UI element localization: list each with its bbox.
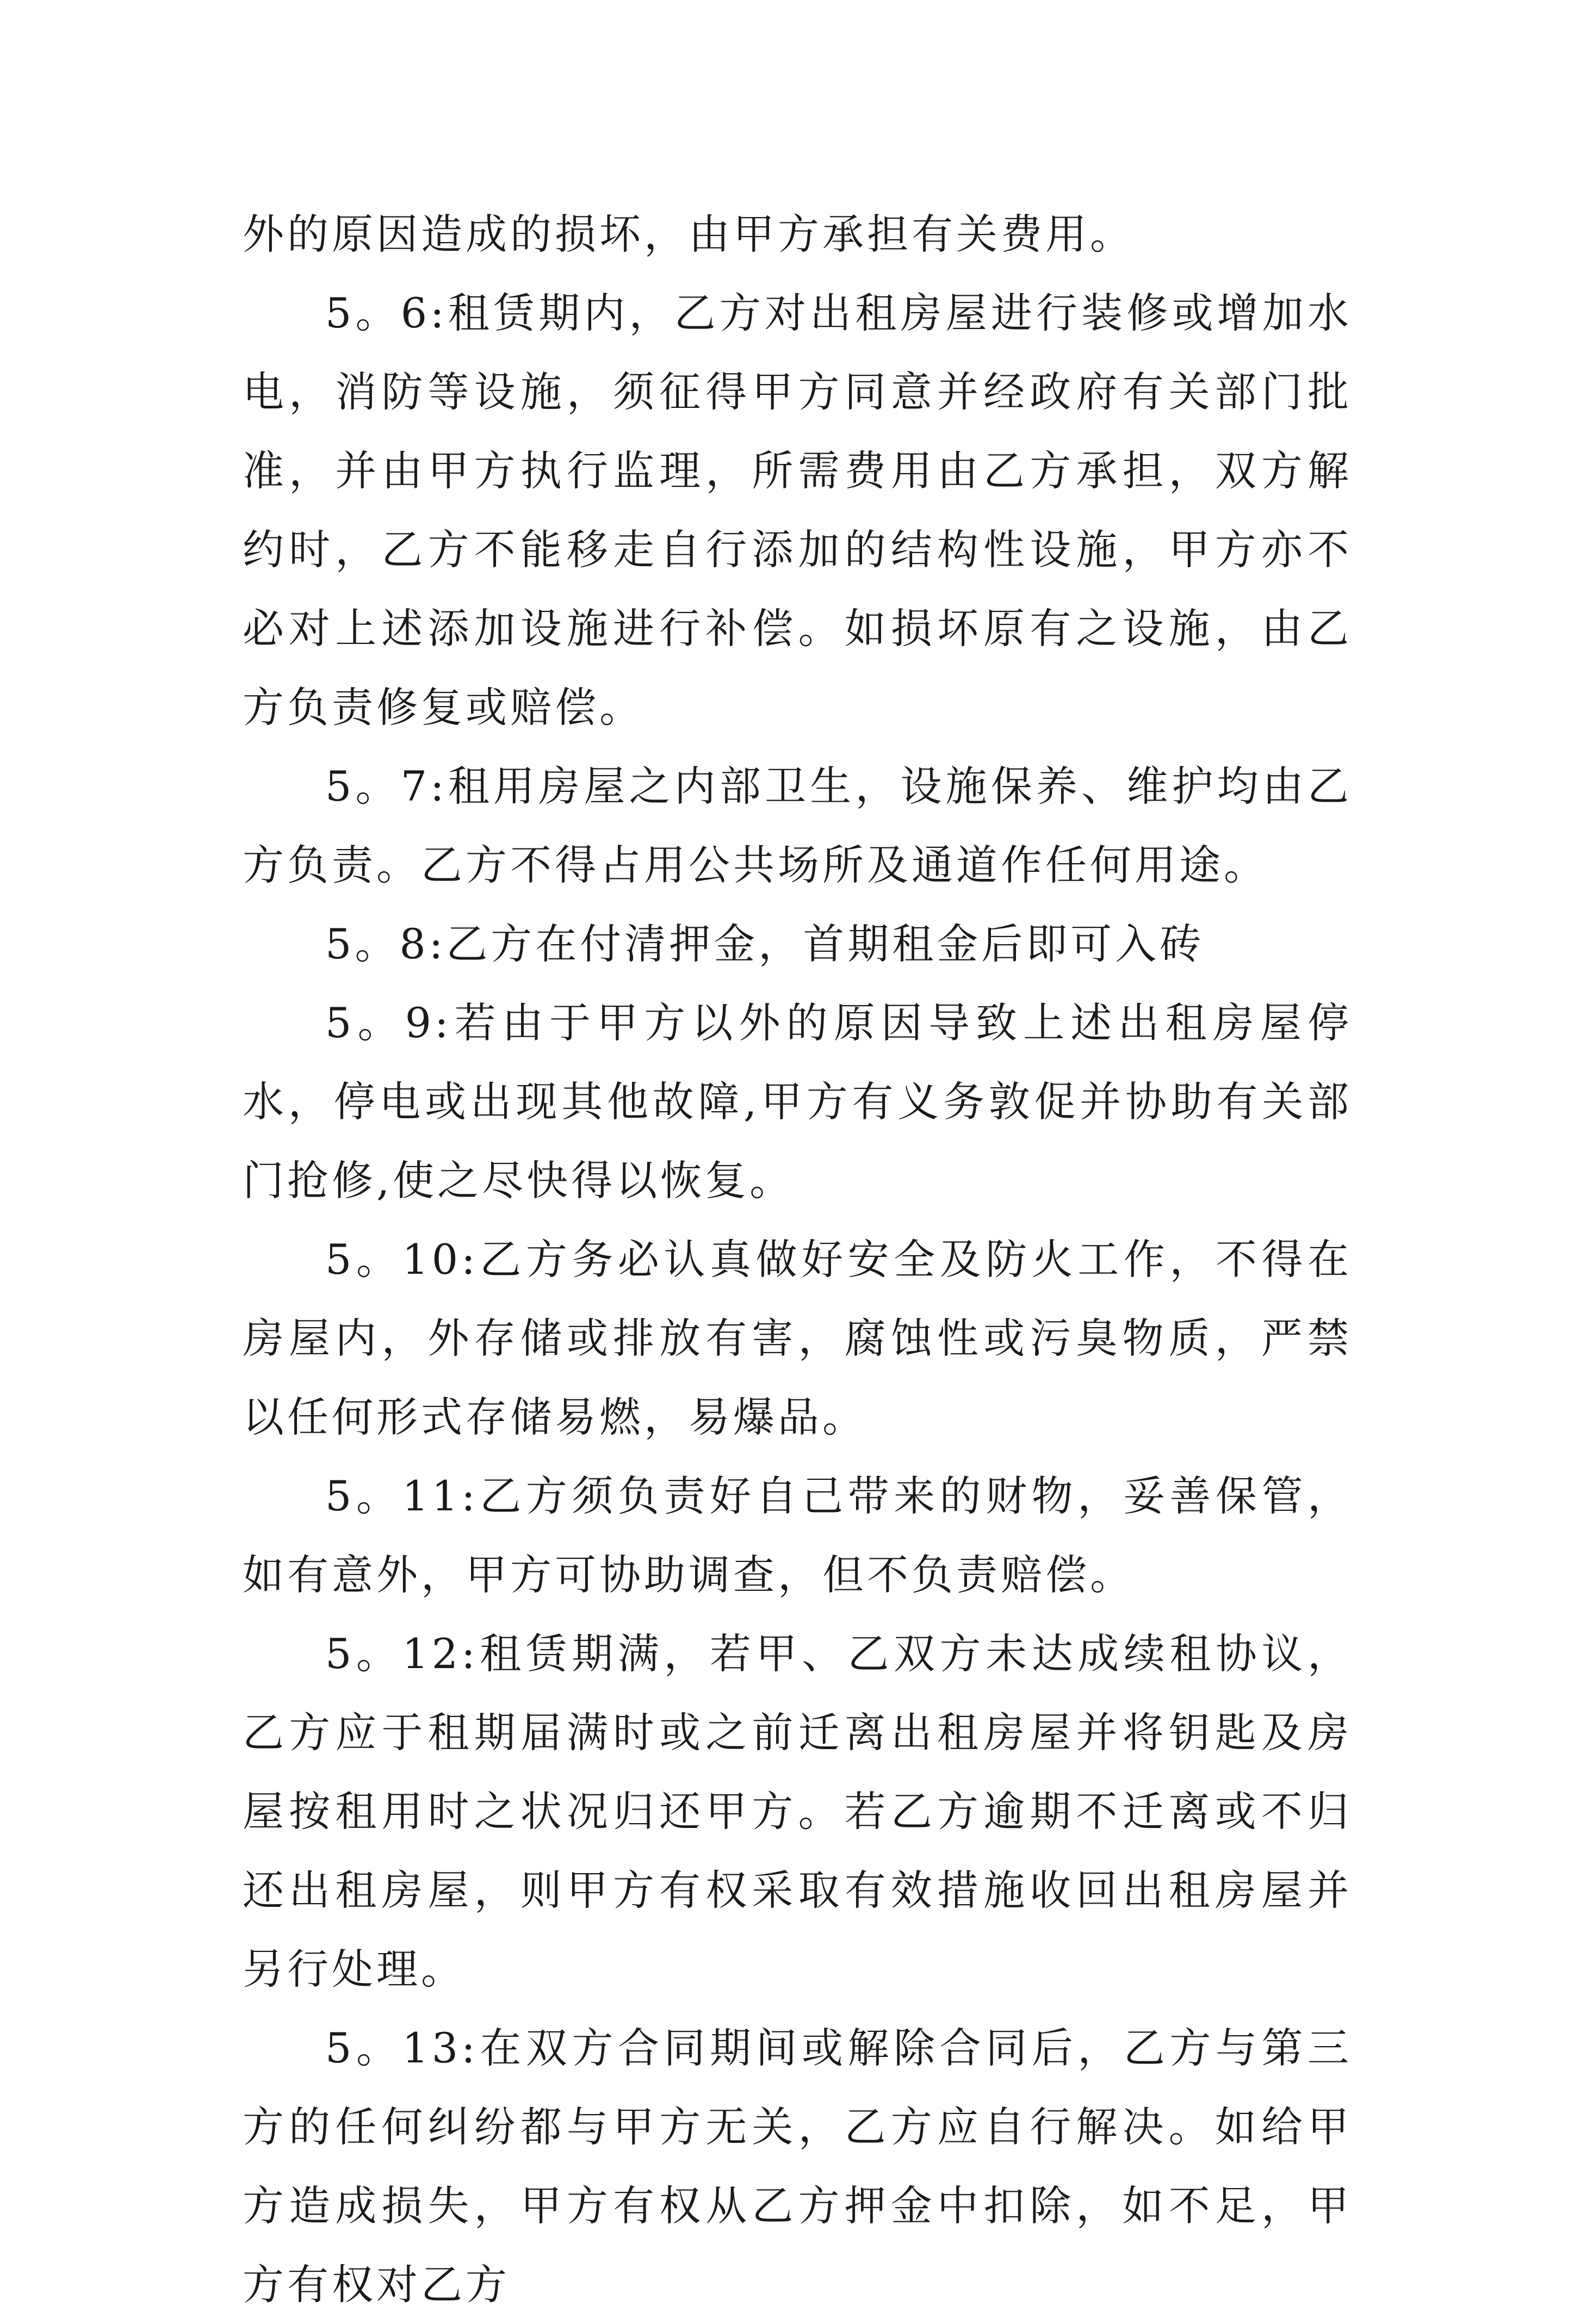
document-body — [243, 195, 1352, 2324]
paragraph-continuation: 外的原因造成的损坏，由甲方承担有关费用。 — [243, 210, 1135, 258]
clause-5-9: 5。9:若由于甲方以外的原因导致上述出租房屋停水，停电或出现其他故障,甲方有义务敦促并协助有关部门抢修,使之尽快得以恢复。 — [243, 999, 1352, 1205]
clause-5-8: 5。8:乙方在付清押金，首期租金后即可入砖 — [325, 920, 1205, 968]
clause-5-12: 5。12:租赁期满，若甲、乙双方未达成续租协议，乙方应于租期届满时或之前迁离出租房屋并将钥匙及房屋按租用时之状况归还甲方。若乙方逾期不迁离或不归还出租房屋，则甲方有权采取有效措施收回出租房屋并另行处理。 — [243, 1629, 1352, 1993]
clause-5-6: 5。6:租赁期内，乙方对出租房屋进行装修或增加水电，消防等设施，须征得甲方同意并经政府有关部门批准，并由甲方执行监理，所需费用由乙方承担，双方解约时，乙方不能移走自行添加的结构性设施，甲方亦不必对上述添加设施进行补偿。如损坏原有之设施，由乙方负责修复或赔偿。 — [243, 289, 1352, 732]
clause-5-7: 5。7:租用房屋之内部卫生，设施保养、维护均由乙方负责。乙方不得占用公共场所及通道作任何用途。 — [243, 762, 1352, 889]
clause-5-10: 5。10:乙方务必认真做好安全及防火工作，不得在房屋内，外存储或排放有害，腐蚀性或污臭物质，严禁以任何形式存储易燃，易爆品。 — [243, 1235, 1352, 1441]
clause-5-11: 5。11:乙方须负责好自己带来的财物，妥善保管，如有意外，甲方可协助调查，但不负责赔偿。 — [243, 1472, 1352, 1599]
clause-5-13: 5。13:在双方合同期间或解除合同后，乙方与第三方的任何纠纷都与甲方无关，乙方应自行解决。如给甲方造成损失，甲方有权从乙方押金中扣除，如不足，甲方有权对乙方 — [243, 2024, 1352, 2309]
